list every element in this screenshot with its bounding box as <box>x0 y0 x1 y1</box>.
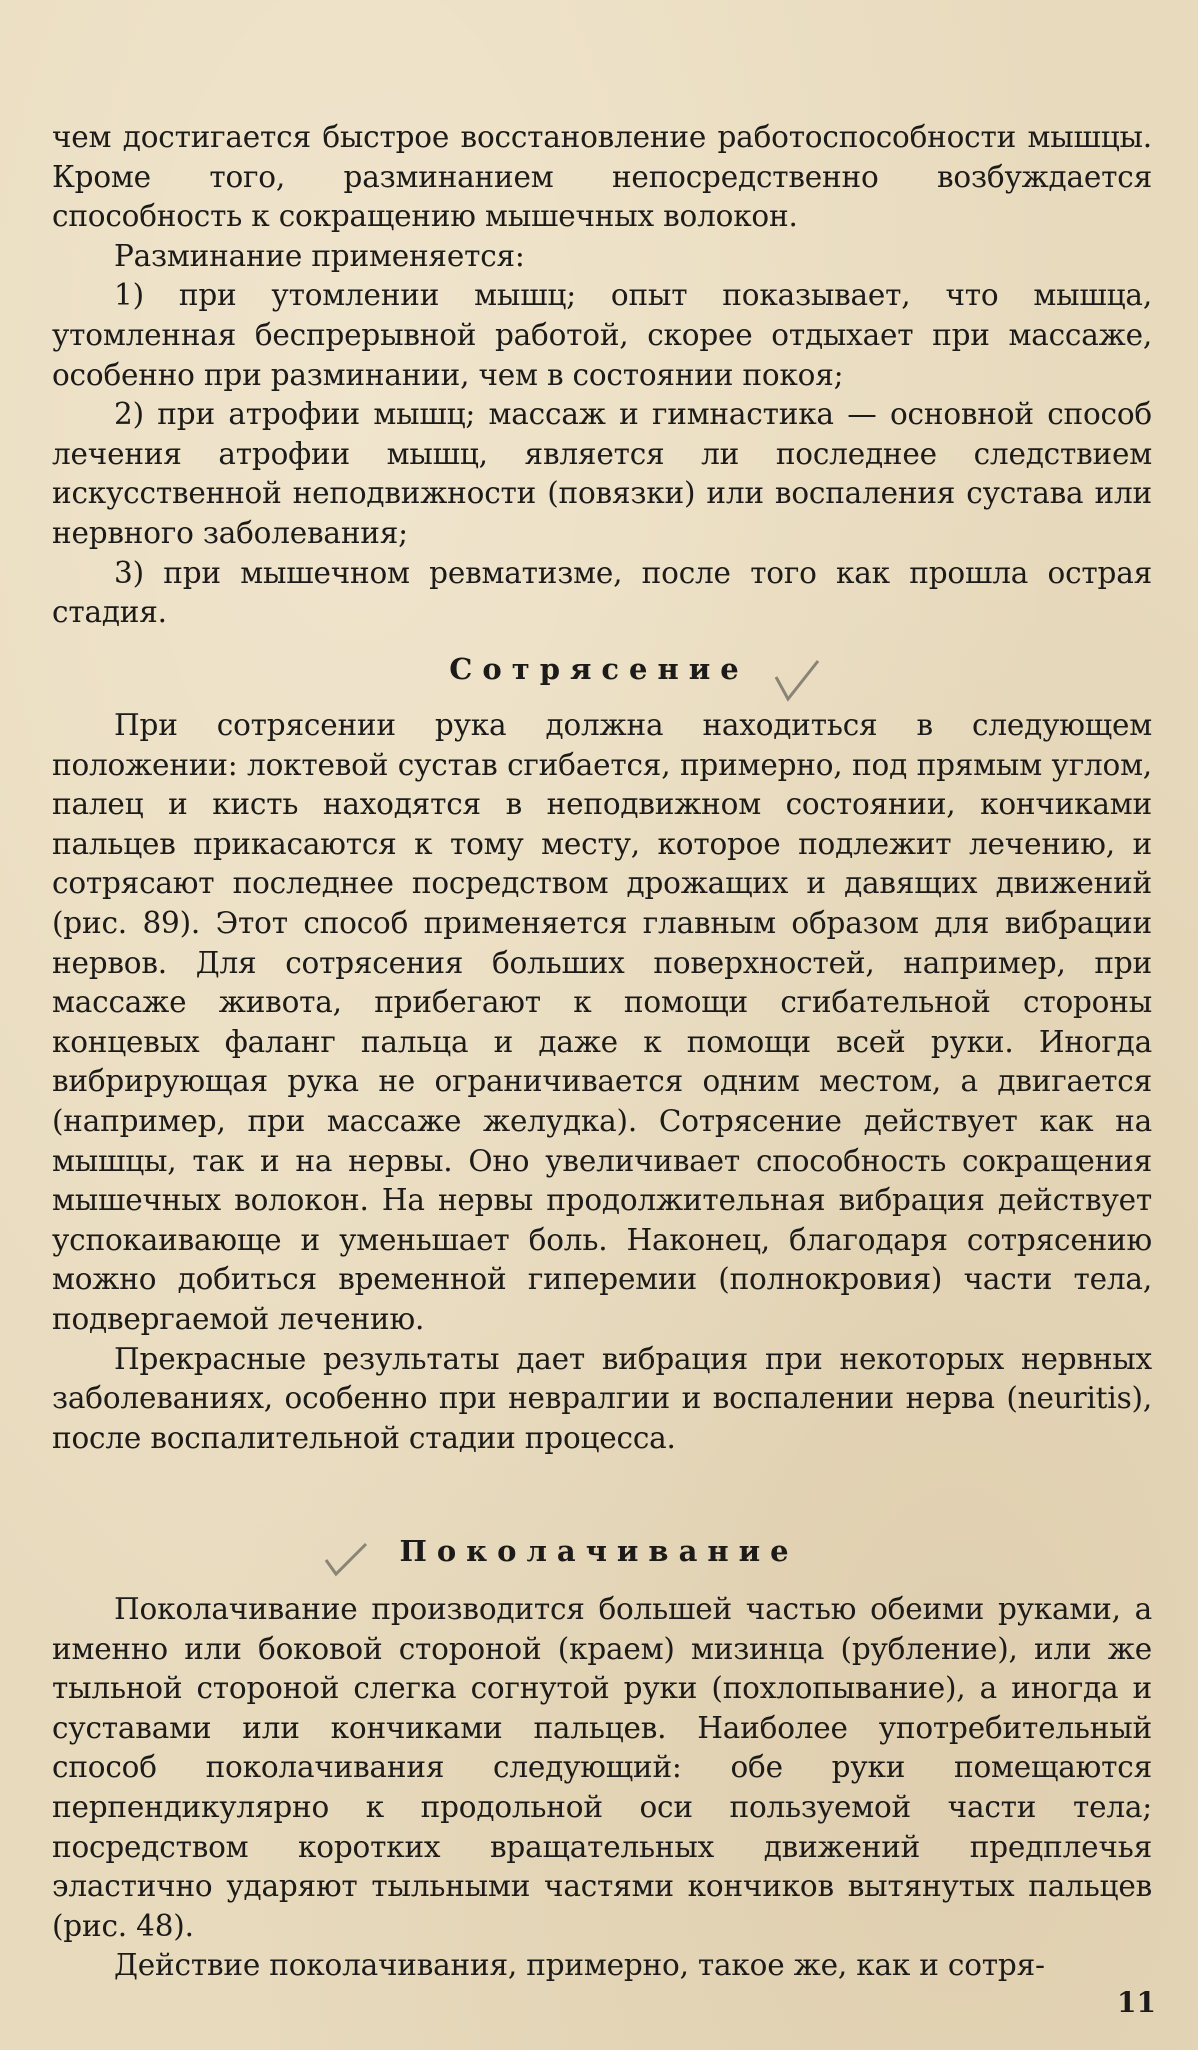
list-item: 3) при мышечном ревматизме, после того как прошла острая стадия. <box>52 555 1152 630</box>
paragraph: Разминание применяется: <box>114 238 525 273</box>
section-heading-tapping: Поколачивание <box>399 1534 799 1568</box>
paragraph: Поколачивание производится большей частью обеими руками, а именно или боковой стороной (краем) мизинца (рубление), или же тыльной стороной слегка согнутой руки (похлопывание), а иногда и суставами или кончиками пальцев. Наиболее употребительный способ поколачивания следующий: обе руки помещаются перпендикулярно к продольной оси пользуемой части тела; посредством коротких вращательных движений предплечья эластично ударяют тыльными частями кончиков вытянутых пальцев (рис. 48). <box>52 1592 1152 1943</box>
tapping-text-block <box>52 1590 1152 1986</box>
shaking-text-block <box>52 706 1152 1458</box>
paragraph: Прекрасные результаты дает вибрация при некоторых нервных заболеваниях, особенно при невралгии и воспалении нерва (neuritis), после воспалительной стадии процесса. <box>52 1341 1152 1455</box>
paragraph: При сотрясении рука должна находиться в следующем положении: локтевой сустав сгибается, примерно, под прямым углом, палец и кисть находятся в неподвижном состоянии, кончиками пальцев прикасаются к тому месту, которое подлежит лечению, и сотрясают последнее посредством дрожащих и давящих движений (рис. 89). Этот способ применяется главным образом для вибрации нервов. Для сотрясения больших поверхностей, например, при массаже живота, прибегают к помощи сгибательной стороны концевых фаланг пальца и даже к помощи всей руки. Иногда вибрирующая рука не ограничивается одним местом, а двигается (например, при массаже желудка). Сотрясение действует как на мышцы, так и на нервы. Оно увеличивает способность сокращения мышечных волокон. На нервы продолжительная вибрация действует успокаивающе и уменьшает боль. Наконец, благодаря сотрясению можно добиться временной гиперемии (полнокровия) части тела, подвергаемой лечению. <box>52 708 1152 1336</box>
list-item: 1) при утомлении мышц; опыт показывает, что мышца, утомленная беспрерывной работой, скорее отдыхает при массаже, особенно при разминании, чем в состоянии покоя; <box>52 278 1152 392</box>
paragraph: чем достигается быстрое восстановление работоспособности мышцы. Кроме того, разминанием непосредственно возбуждается способность к сокращению мышечных волокон. <box>52 120 1152 234</box>
page-number: 11 <box>1117 1986 1156 2019</box>
paragraph: Действие поколачивания, примерно, такое же, как и сотря- <box>114 1948 1045 1983</box>
list-item: 2) при атрофии мышц; массаж и гимнастика — основной способ лечения атрофии мышц, является ли последнее следствием искусственной неподвижности (повязки) или воспаления сустава или нервного заболевания; <box>52 397 1152 550</box>
pencil-check-mark-icon <box>322 1540 372 1580</box>
section-heading-shaking: Сотрясение <box>449 652 749 686</box>
intro-text-block <box>52 118 1152 633</box>
pencil-check-mark-icon <box>772 655 822 705</box>
